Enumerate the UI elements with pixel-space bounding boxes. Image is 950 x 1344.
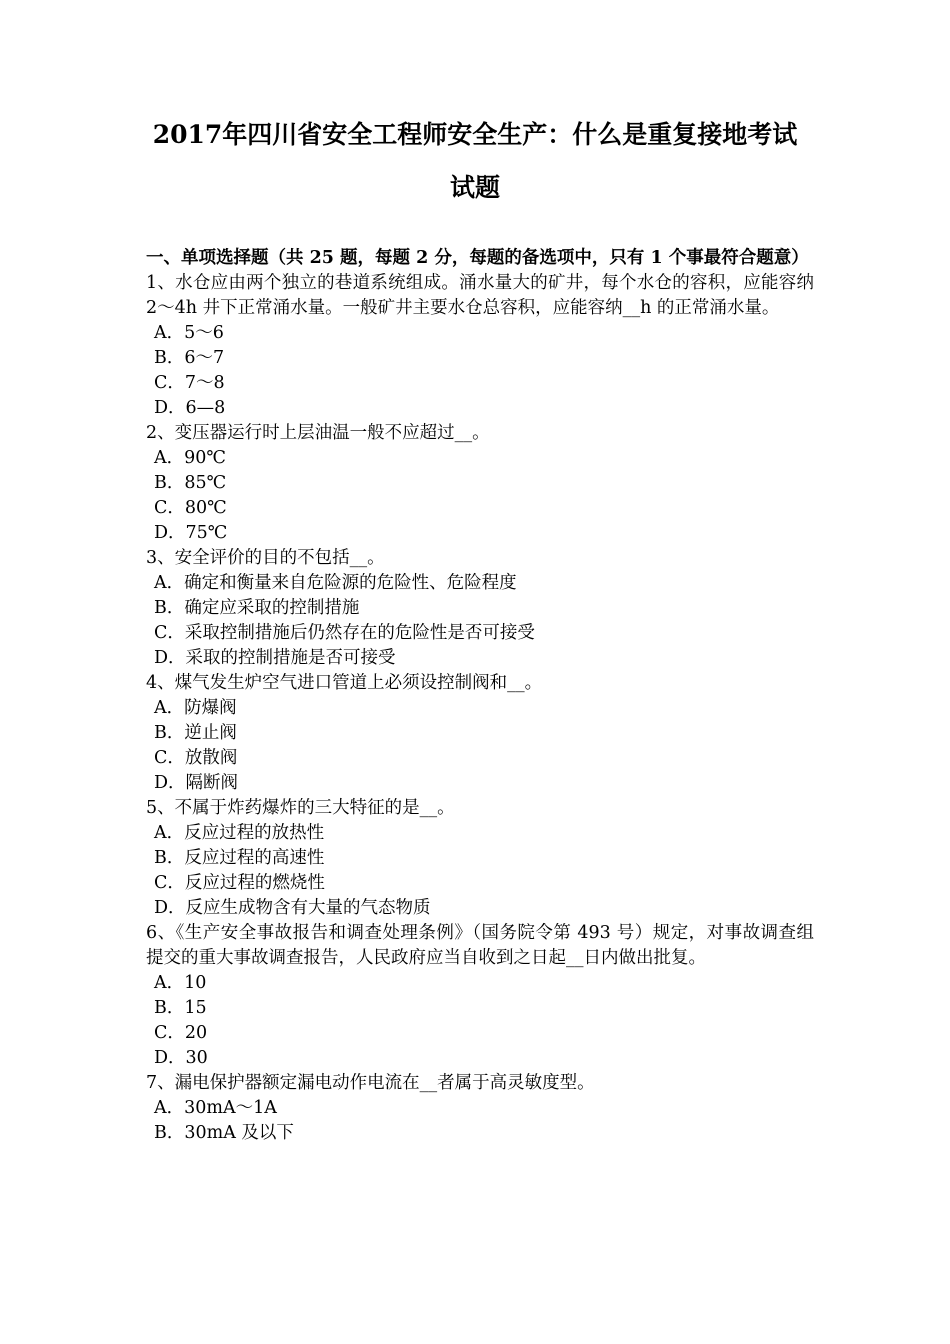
option-c: C．20	[154, 1023, 208, 1043]
document-title-line1: 2017年四川省安全工程师安全生产：什么是重复接地考试	[152, 120, 798, 149]
question-text: 5、不属于炸药爆炸的三大特征的是__。	[146, 798, 455, 818]
option-c: C．放散阀	[154, 748, 238, 768]
document-body	[146, 246, 814, 1146]
option-d: D．反应生成物含有大量的气态物质	[154, 898, 431, 918]
option-d: D．6—8	[154, 398, 226, 418]
option-a: A．90℃	[154, 448, 226, 468]
document-title-line2: 试题	[449, 173, 500, 202]
option-b: B．反应过程的高速性	[154, 848, 325, 868]
option-b: B．6～7	[154, 348, 225, 368]
option-d: D．75℃	[154, 523, 228, 543]
option-a: A．30mA～1A	[154, 1098, 277, 1118]
option-d: D．采取的控制措施是否可接受	[154, 648, 396, 668]
question-1	[146, 271, 814, 421]
option-a: A．确定和衡量来自危险源的危险性、危险程度	[154, 573, 517, 593]
option-b: B．逆止阀	[154, 723, 237, 743]
section-heading: 一、单项选择题（共 25 题，每题 2 分，每题的备选项中，只有 1 个事最符合题意）	[146, 248, 809, 268]
question-text: 3、安全评价的目的不包括__。	[146, 548, 385, 568]
option-a: A．反应过程的放热性	[154, 823, 325, 843]
question-3	[146, 546, 814, 671]
question-2	[146, 421, 814, 546]
option-c: C．反应过程的燃烧性	[154, 873, 325, 893]
option-b: B．85℃	[154, 473, 227, 493]
option-a: A．防爆阀	[154, 698, 237, 718]
question-text: 4、煤气发生炉空气进口管道上必须设控制阀和__。	[146, 673, 543, 693]
question-7	[146, 1071, 814, 1146]
option-a: A．10	[154, 973, 207, 993]
question-6	[146, 921, 814, 1071]
option-c: C．采取控制措施后仍然存在的危险性是否可接受	[154, 623, 535, 643]
option-d: D．隔断阀	[154, 773, 239, 793]
option-b: B．15	[154, 998, 207, 1018]
option-d: D．30	[154, 1048, 208, 1068]
option-c: C．80℃	[154, 498, 227, 518]
option-a: A．5～6	[154, 323, 224, 343]
question-text: 7、漏电保护器额定漏电动作电流在__者属于高灵敏度型。	[146, 1073, 595, 1093]
question-5	[146, 796, 814, 921]
question-text: 2、变压器运行时上层油温一般不应超过__。	[146, 423, 490, 443]
option-b: B．30mA 及以下	[154, 1123, 294, 1143]
question-4	[146, 671, 814, 796]
option-c: C．7～8	[154, 373, 225, 393]
question-text: 1、水仓应由两个独立的巷道系统组成。涌水量大的矿井，每个水仓的容积，应能容纳 2～4h 井下正常涌水量。一般矿井主要水仓总容积，应能容纳__h 的正常涌水量。	[146, 273, 814, 318]
option-b: B．确定应采取的控制措施	[154, 598, 360, 618]
question-text: 6、《生产安全事故报告和调查处理条例》（国务院令第 493 号）规定，对事故调查组提交的重大事故调查报告，人民政府应当自收到之日起__日内做出批复。	[146, 923, 814, 968]
